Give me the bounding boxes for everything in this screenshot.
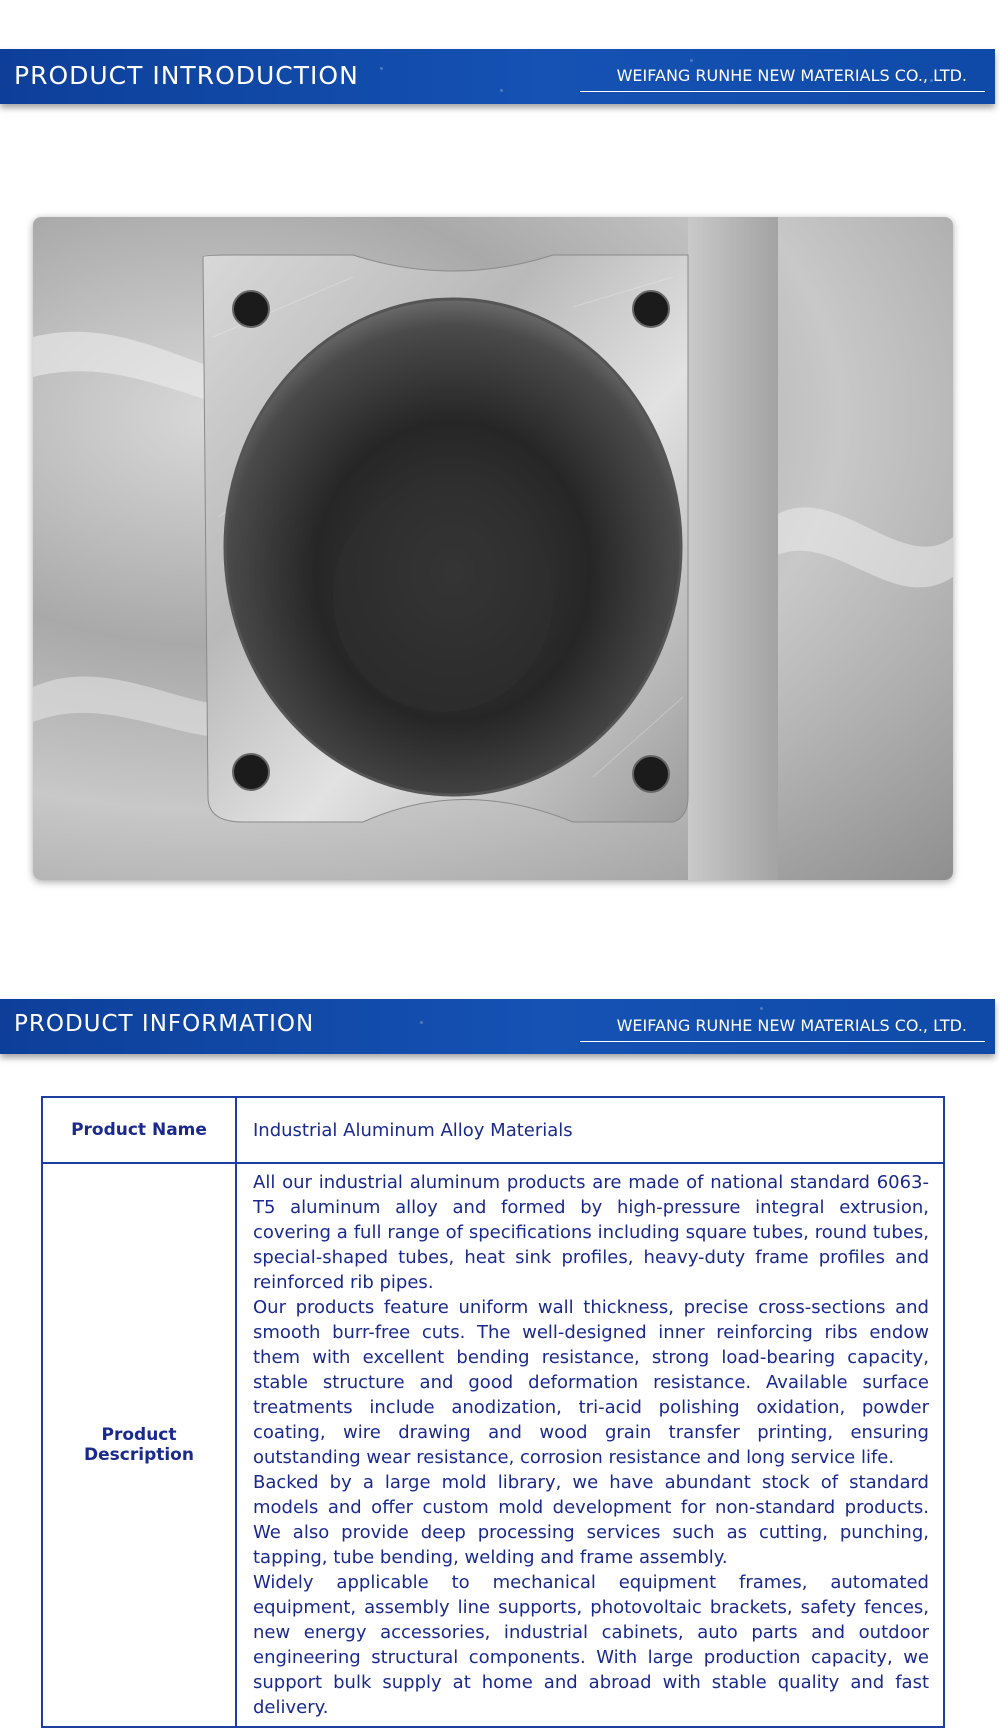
aluminum-profile-image (33, 217, 953, 880)
description-paragraph: Backed by a large mold library, we have abundant stock of standard models and offer custom mold development for non-standard products. We also provide deep processing services such as cutting, punching, tapping, tube bending, welding and frame assembly. (253, 1472, 929, 1568)
product-introduction-banner (0, 49, 995, 104)
company-name: WEIFANG RUNHE NEW MATERIALS CO., LTD. (616, 66, 967, 85)
table-row (42, 1163, 944, 1727)
product-info-table (41, 1096, 945, 1728)
banner-speck (500, 89, 503, 92)
company-underline (580, 1041, 985, 1042)
company-underline (580, 91, 985, 92)
banner-speck (380, 67, 383, 70)
product-name-label: Product Name (42, 1097, 236, 1163)
section-title: PRODUCT INTRODUCTION (14, 61, 359, 90)
product-description-label: Product Description (42, 1163, 236, 1727)
banner-speck (760, 1007, 763, 1010)
section-title: PRODUCT INFORMATION (14, 1011, 315, 1037)
description-paragraph: Our products feature uniform wall thickness, precise cross-sections and smooth burr-free cuts. The well-designed inner reinforcing ribs endow them with excellent bending resistance, strong load-bearing capacity, stable structure and good deformation resistance. Available surface treatments include anodization, tri-acid polishing oxidation, powder coating, wire drawing and wood grain transfer printing, ensuring outstanding wear resistance, corrosion resistance and long service life. (253, 1297, 929, 1468)
product-information-banner (0, 999, 995, 1054)
banner-speck (690, 59, 693, 62)
description-paragraph: Widely applicable to mechanical equipment frames, automated equipment, assembly line supports, photovoltaic brackets, safety fences, new energy accessories, industrial cabinets, auto parts and outdoor engineering structural components. With large production capacity, we support bulk supply at home and abroad with stable quality and fast delivery. (253, 1572, 929, 1718)
table-row (42, 1097, 944, 1163)
product-name-value: Industrial Aluminum Alloy Materials (236, 1097, 944, 1163)
description-paragraph: All our industrial aluminum products are made of national standard 6063-T5 aluminum alloy and formed by high-pressure integral extrusion, covering a full range of specifications including square tubes, round tubes, special-shaped tubes, heat sink profiles, heavy-duty frame profiles and reinforced rib pipes. (253, 1172, 929, 1293)
product-description-value (236, 1163, 944, 1727)
product-photo (33, 217, 953, 880)
company-name: WEIFANG RUNHE NEW MATERIALS CO., LTD. (616, 1016, 967, 1035)
banner-speck (420, 1021, 423, 1024)
